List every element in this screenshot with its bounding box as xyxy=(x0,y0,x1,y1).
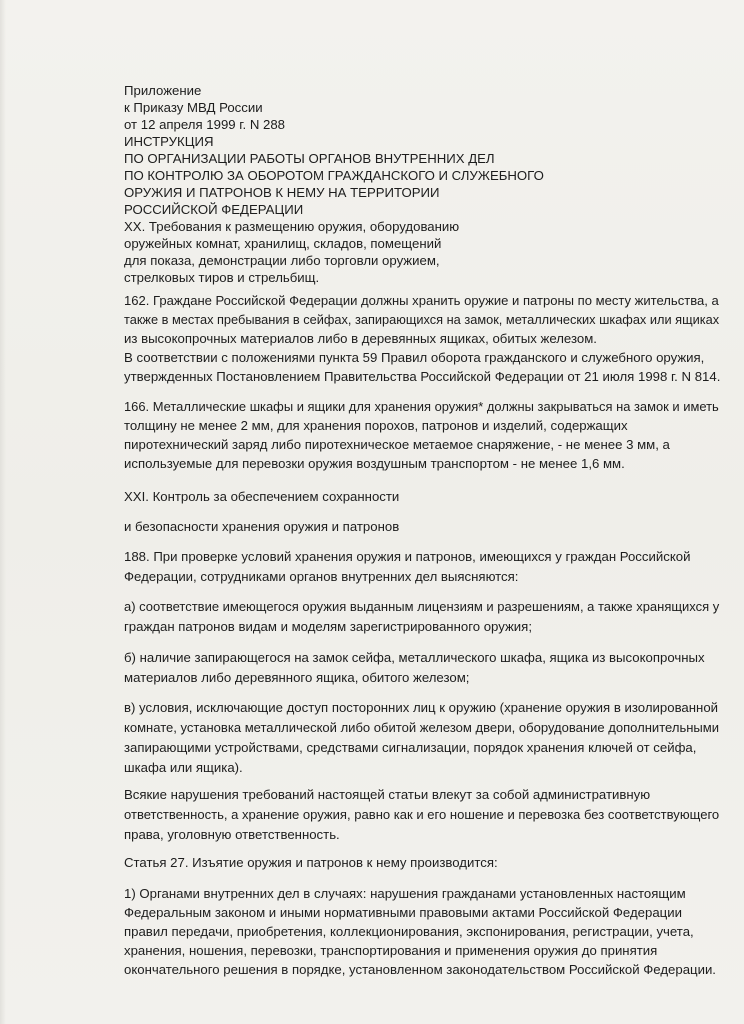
section-heading-line: и безопасности хранения оружия и патронов xyxy=(124,519,400,534)
paragraph-line: толщину не менее 2 мм, для хранения порохов, патронов и изделий, содержащих xyxy=(124,418,628,433)
paragraph-line: комнате, установка металлической либо обитой железом двери, оборудование дополнительными xyxy=(124,720,720,735)
paragraph-line: граждан патронов видам и моделям зарегистрированного оружия; xyxy=(124,619,532,634)
paragraph-line: Всякие нарушения требований настоящей статьи влекут за собой административную xyxy=(124,787,651,802)
paragraph-line: 1) Органами внутренних дел в случаях: нарушения гражданами установленных настоящим xyxy=(124,886,686,901)
paragraph-line: шкафа или ящика). xyxy=(124,760,243,775)
paragraph-line: 188. При проверке условий хранения оружия и патронов, имеющихся у граждан Российской xyxy=(124,549,691,564)
paragraph-line: правил передачи, приобретения, коллекционирования, экспонирования, регистрации, учета, xyxy=(124,924,694,939)
paragraph-line: также в местах пребывания в сейфах, запирающихся на замок, металлических шкафах или ящиках xyxy=(124,312,720,327)
header-line: Приложение xyxy=(124,83,202,98)
paragraph-line: материалов либо деревянного ящика, обитого железом; xyxy=(124,670,470,685)
paragraph-line: 162. Граждане Российской Федерации должны хранить оружие и патроны по месту жительства, а xyxy=(124,293,719,308)
header-line: к Приказу МВД России xyxy=(124,100,263,115)
header-line: оружейных комнат, хранилищ, складов, помещений xyxy=(124,236,442,251)
header-line: ОРУЖИЯ И ПАТРОНОВ К НЕМУ НА ТЕРРИТОРИИ xyxy=(124,185,440,200)
paragraph-line: Федеральным законом и иными нормативными правовыми актами Российской Федерации xyxy=(124,905,682,920)
header-line: от 12 апреля 1999 г. N 288 xyxy=(124,117,286,132)
paragraph-line: пиротехнический заряд либо пиротехническое метаемое снаряжение, - не менее 3 мм, а xyxy=(124,437,670,452)
page-edge-shadow xyxy=(0,0,6,1024)
paragraph-line: используемые для перевозки оружия воздушным транспортом - не менее 1,6 мм. xyxy=(124,456,625,471)
paragraph-line: хранения, ношения, перевозки, транспортирования и применения оружия до принятия xyxy=(124,943,658,958)
paragraph-line: в) условия, исключающие доступ посторонних лиц к оружию (хранение оружия в изолированной xyxy=(124,700,719,715)
header-line: XX. Требования к размещению оружия, оборудованию xyxy=(124,219,460,234)
header-line: ПО КОНТРОЛЮ ЗА ОБОРОТОМ ГРАЖДАНСКОГО И СЛУЖЕБНОГО xyxy=(124,168,544,183)
paragraph-line: запирающими устройствами, средствами сигнализации, порядок хранения ключей от сейфа, xyxy=(124,740,697,755)
header-line: РОССИЙСКОЙ ФЕДЕРАЦИИ xyxy=(124,202,304,217)
paragraph-line: а) соответствие имеющегося оружия выданным лицензиям и разрешениям, а также хранящихся у xyxy=(124,599,720,614)
paragraph-line: В соответствии с положениями пункта 59 Правил оборота гражданского и служебного оружия, xyxy=(124,350,705,365)
paragraph-line: права, уголовную ответственность. xyxy=(124,827,340,842)
paragraph-line: б) наличие запирающегося на замок сейфа, металлического шкафа, ящика из высокопрочных xyxy=(124,650,705,665)
header-line: для показа, демонстрации либо торговли оружием, xyxy=(124,253,440,268)
section-heading-line: XXI. Контроль за обеспечением сохранности xyxy=(124,489,400,504)
header-line: ИНСТРУКЦИЯ xyxy=(124,134,214,149)
paragraph-line: Федерации, сотрудниками органов внутренних дел выясняются: xyxy=(124,569,519,584)
paragraph-line: утвержденных Постановлением Правительства Российской Федерации от 21 июля 1998 г. N 814. xyxy=(124,369,721,384)
header-line: стрелковых тиров и стрельбищ. xyxy=(124,270,320,285)
paragraph-line: окончательного решения в порядке, установленном законодательством Российской Федерации. xyxy=(124,962,716,977)
header-line: ПО ОРГАНИЗАЦИИ РАБОТЫ ОРГАНОВ ВНУТРЕННИХ ДЕЛ xyxy=(124,151,495,166)
paragraph-line: ответственность, а хранение оружия, равно как и его ношение и перевозка без соответствующего xyxy=(124,807,720,822)
article-title: Статья 27. Изъятие оружия и патронов к нему производится: xyxy=(124,855,498,870)
paragraph-line: 166. Металлические шкафы и ящики для хранения оружия* должны закрываться на замок и иметь xyxy=(124,399,719,414)
paragraph-line: из высокопрочных материалов либо в деревянных ящиках, обитых железом. xyxy=(124,331,597,346)
